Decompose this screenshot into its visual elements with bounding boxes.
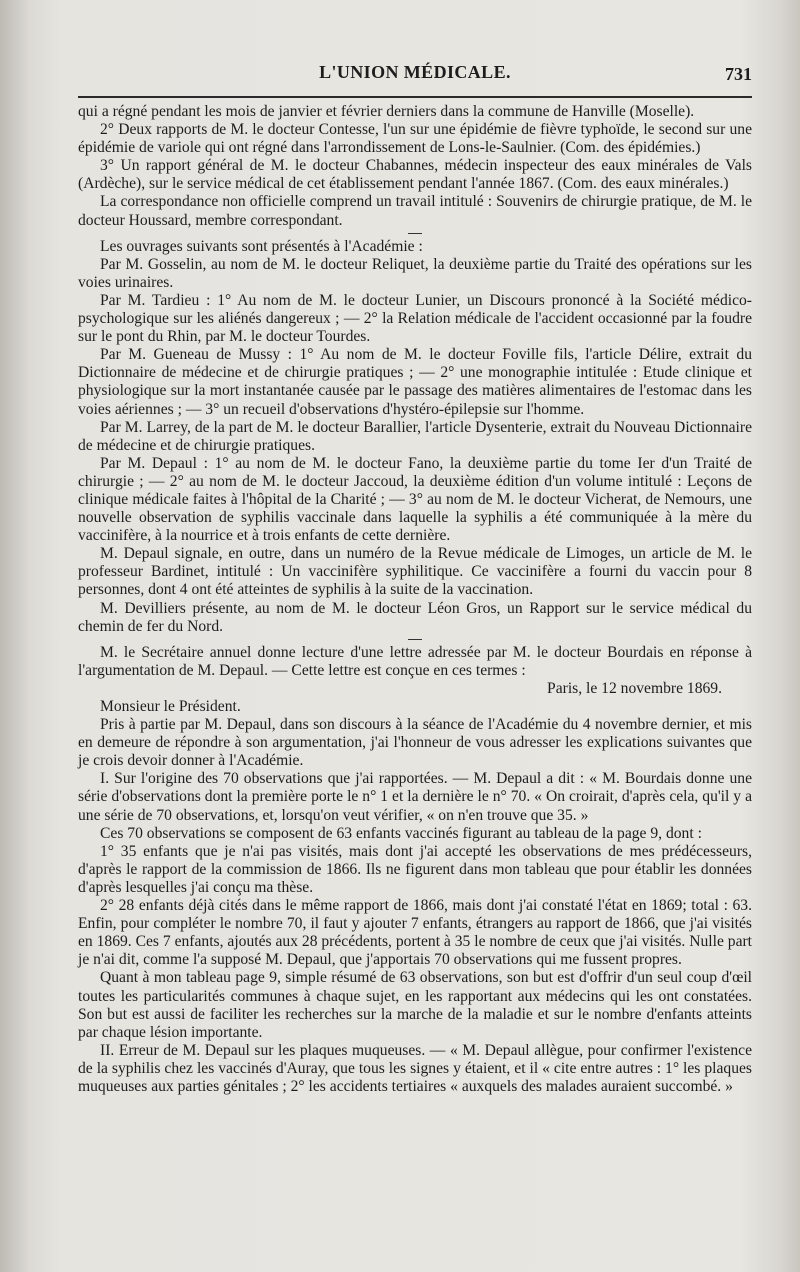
paragraph: Les ouvrages suivants sont présentés à l'Académie :	[100, 237, 423, 255]
letter-salutation: Monsieur le Président.	[100, 698, 241, 715]
paragraph: Ces 70 observations se composent de 63 enfants vaccinés figurant au tableau de la page 9, dont :	[100, 824, 702, 842]
header-rule	[78, 96, 752, 98]
paragraph: M. le Secrétaire annuel donne lecture d'une lettre adressée par M. le docteur Bourdais en réponse à l'argumentation de M. Depaul. — Cette lettre est conçue en ces termes :	[78, 643, 752, 679]
paragraph: 2° 28 enfants déjà cités dans le même rapport de 1866, mais dont j'ai constaté l'état en 1869; total : 63. Enfin, pour compléter le nombre 70, il faut y ajouter 7 enfants, étrangers au rapport de 1866, que j'ai visités en 1869. Ces 7 enfants, ajoutés aux 28 précédents, portent à 35 le nombre de ceux que j'ai visités. Nulle part je n'ai dit, comme l'a supposé M. Depaul, que j'apportais 70 observations qui me fussent propres.	[78, 897, 753, 969]
paragraph: M. Depaul signale, en outre, dans un numéro de la Revue médicale de Limoges, un article de M. le professeur Bardinet, intitulé : Un vaccinifère syphilitique. Ce vaccinifère a fourni du vaccin pour 8 personnes, dont 4 ont été atteintes de syphilis à la suite de la vaccination.	[78, 545, 752, 599]
running-title: L'UNION MÉDICALE.	[319, 62, 511, 82]
paragraph: M. Devilliers présente, au nom de M. le docteur Léon Gros, un Rapport sur le service médical du chemin de fer du Nord.	[78, 599, 752, 635]
paragraph: Quant à mon tableau page 9, simple résumé de 63 observations, son but est d'offrir d'un seul coup d'œil toutes les particularités communes à chaque sujet, en les rapportant aux médecins qui les ont constatées. Son but est aussi de faciliter les recherches sur la marche de la maladie et sur le nombre d'enfants atteints par chaque lésion importante.	[78, 969, 752, 1041]
paragraph: Pris à partie par M. Depaul, dans son discours à la séance de l'Académie du 4 novembre dernier, et mis en demeure de répondre à son argumentation, j'ai l'honneur de vous adresser les explications suivantes que je crois devoir donner à l'Académie.	[78, 716, 752, 770]
paragraph: 2° Deux rapports de M. le docteur Contesse, l'un sur une épidémie de fièvre typhoïde, le second sur une épidémie de variole qui ont régné dans l'arrondissement de Lons-le-Saulnier. (Com. des épidémies.)	[78, 121, 752, 157]
section-separator	[408, 233, 422, 234]
paragraph: 3° Un rapport général de M. le docteur Chabannes, médecin inspecteur des eaux minérales de Vals (Ardèche), sur le service médical de cet établissement pendant l'année 1867. (Com. des eaux minérales.)	[78, 157, 752, 193]
section-separator	[408, 639, 422, 640]
letter-date: Paris, le 12 novembre 1869.	[547, 679, 722, 697]
paragraph: II. Erreur de M. Depaul sur les plaques muqueuses. — « M. Depaul allègue, pour confirmer l'existence de la syphilis chez les vaccinés d'Auray, que tous les signes y étaient, et il « cite entre autres : 1° les plaques muqueuses aux parties génitales ; 2° les accidents tertiaires « auxquels des malades auraient succombé. »	[78, 1041, 752, 1095]
paragraph: La correspondance non officielle comprend un travail intitulé : Souvenirs de chirurgie pratique, de M. le docteur Houssard, membre correspondant.	[78, 193, 752, 229]
paragraph: Par M. Tardieu : 1° Au nom de M. le docteur Lunier, un Discours prononcé à la Société médico-psychologique sur les aliénés dangereux ; — 2° la Relation médicale de l'accident occasionné par la foudre sur le pont du Rhin, par M. le docteur Tourdes.	[78, 291, 752, 346]
page-number: 731	[725, 64, 752, 84]
paragraph: Par M. Gosselin, au nom de M. le docteur Reliquet, la deuxième partie du Traité des opérations sur les voies urinaires.	[78, 255, 752, 291]
paragraph: qui a régné pendant les mois de janvier et février derniers dans la commune de Hanville (Moselle).	[78, 103, 695, 120]
paragraph: Par M. Gueneau de Mussy : 1° Au nom de M. le docteur Foville fils, l'article Délire, extrait du Dictionnaire de médecine et de chirurgie pratiques ; — 2° une monographie intitulée : Etude clinique et physiologique sur la mort instantanée causée par le passage des matières alimentaires de l'estomac dans les voies aériennes ; — 3° un recueil d'observations d'hystéro-épilepsie sur l'homme.	[78, 346, 752, 418]
page-header	[78, 62, 752, 92]
paragraph: 1° 35 enfants que je n'ai pas visités, mais dont j'ai accepté les observations de mes prédécesseurs, d'après le rapport de la commission de 1866. Ils ne figurent dans mon tableau que pour établir les données d'après lesquelles j'ai conçu ma thèse.	[78, 842, 752, 896]
page-body	[78, 103, 752, 1096]
paragraph: Par M. Depaul : 1° au nom de M. le docteur Fano, la deuxième partie du tome Ier d'un Traité de chirurgie ; — 2° au nom de M. le docteur Jaccoud, la deuxième édition d'un volume intitulé : Leçons de clinique médicale faites à l'hôpital de la Charité ; — 3° au nom de M. le docteur Vicherat, de Nemours, une nouvelle observation de syphilis vaccinale dans laquelle la syphilis a été communiquée à la mère du vaccinifère, à la nourrice et à trois enfants de cette dernière.	[78, 454, 752, 545]
paragraph: I. Sur l'origine des 70 observations que j'ai rapportées. — M. Depaul a dit : « M. Bourdais donne une série d'observations dont la première porte le n° 1 et la dernière le n° 70. « On croirait, d'après cela, qu'il y a une série de 70 observations, et, lorsqu'on veut vérifier, « on n'en trouve que 35. »	[78, 770, 752, 824]
paragraph: Par M. Larrey, de la part de M. le docteur Barallier, l'article Dysenterie, extrait du Nouveau Dictionnaire de médecine et de chirurgie pratiques.	[78, 418, 752, 454]
